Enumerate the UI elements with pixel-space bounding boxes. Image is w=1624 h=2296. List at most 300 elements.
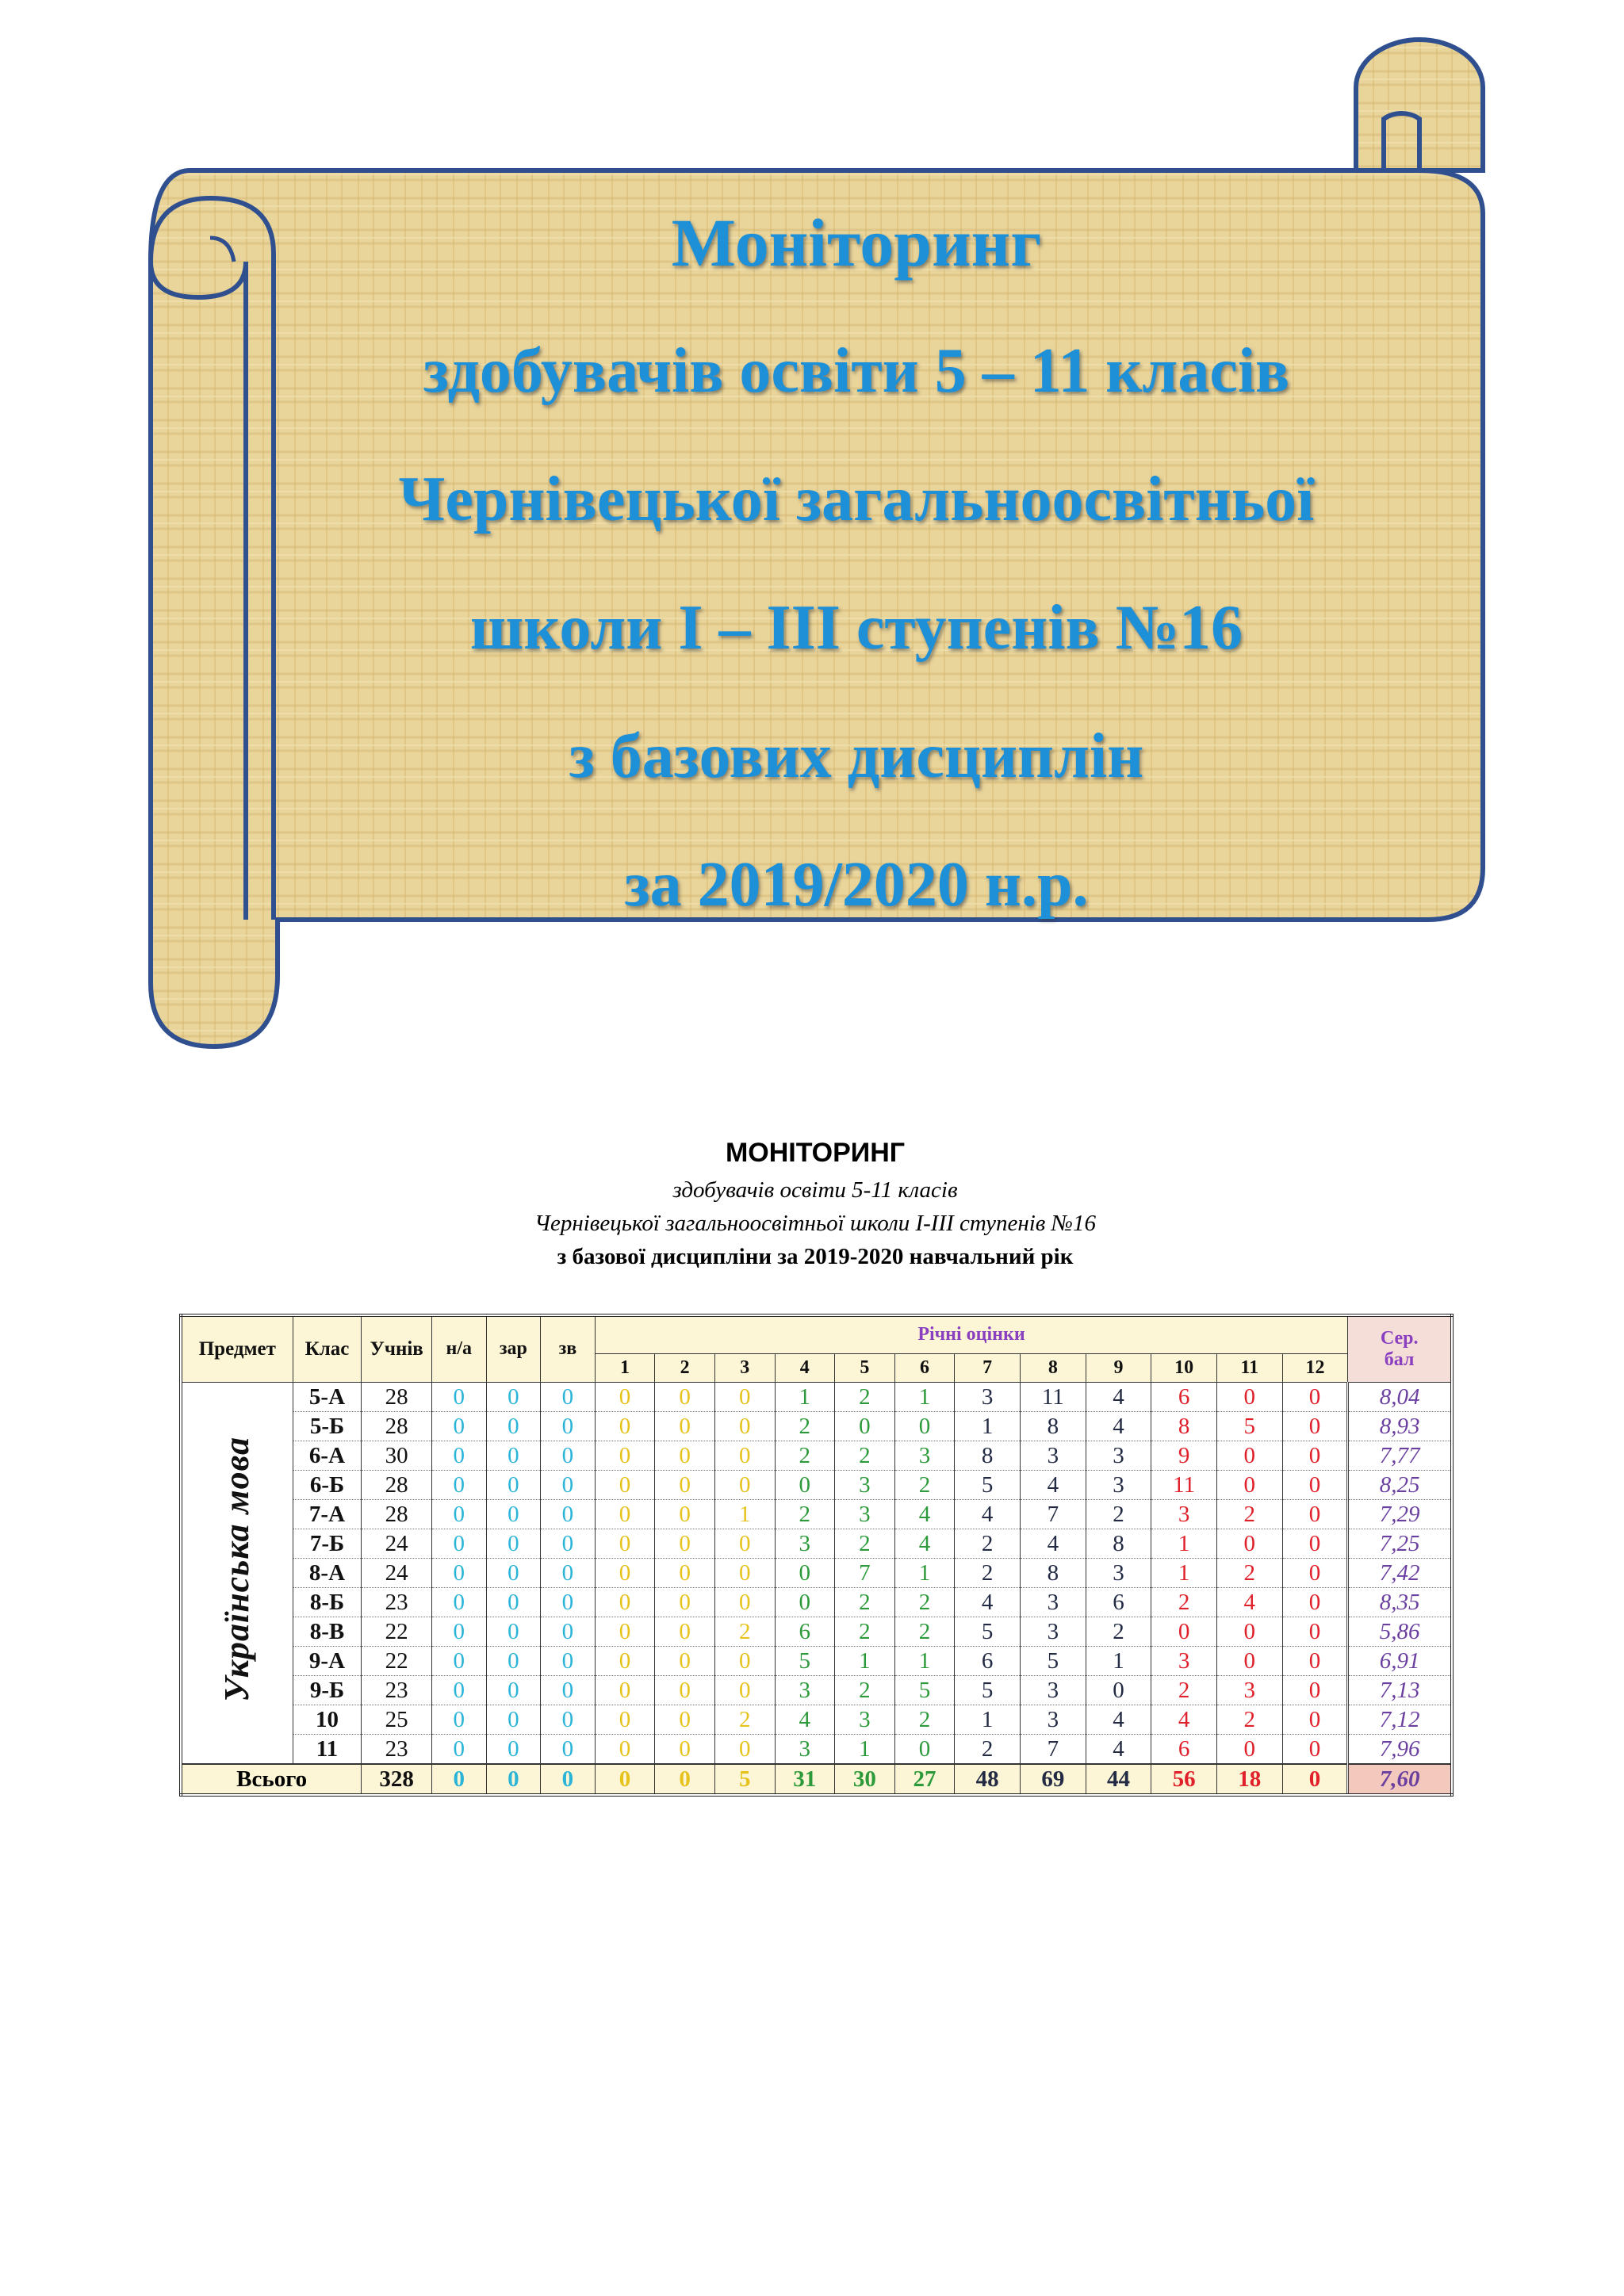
monitoring-title: МОНІТОРИНГ [725,1138,906,1168]
header-grade-9: 9 [1086,1353,1151,1382]
grade-cell: 5 [1020,1646,1086,1675]
total-row [181,1764,1452,1795]
header-grade-12: 12 [1282,1353,1348,1382]
students-cell: 28 [362,1382,432,1411]
class-cell: 8-Б [293,1587,362,1617]
students-cell: 28 [362,1499,432,1529]
banner-line-5: з базових дисциплін [569,721,1144,791]
grade-cell: 1 [1151,1529,1217,1558]
zar-cell: 0 [486,1441,541,1470]
grade-cell: 0 [1282,1617,1348,1646]
total-na: 0 [432,1764,487,1795]
grade-cell: 0 [595,1441,655,1470]
average-cell: 7,13 [1348,1675,1452,1705]
header-grade-6: 6 [894,1353,955,1382]
grade-cell: 0 [1282,1558,1348,1587]
grade-cell: 0 [595,1675,655,1705]
average-cell: 8,04 [1348,1382,1452,1411]
grade-cell: 5 [955,1470,1021,1499]
grade-cell: 0 [595,1617,655,1646]
header-grade-8: 8 [1020,1353,1086,1382]
table-row [181,1558,1452,1587]
grade-cell: 0 [1216,1382,1282,1411]
zv-cell: 0 [541,1382,596,1411]
table-row [181,1529,1452,1558]
grade-cell: 3 [1086,1470,1151,1499]
grade-cell: 0 [1282,1470,1348,1499]
grade-cell: 3 [775,1734,835,1764]
grade-cell: 0 [595,1734,655,1764]
students-cell: 25 [362,1705,432,1734]
header-average-line2: бал [1384,1349,1415,1370]
na-cell: 0 [432,1529,487,1558]
total-grade-cell: 44 [1086,1764,1151,1795]
total-grade-cell: 30 [835,1764,895,1795]
na-cell: 0 [432,1558,487,1587]
zv-cell: 0 [541,1470,596,1499]
grade-cell: 0 [1151,1617,1217,1646]
grade-cell: 8 [955,1441,1021,1470]
zv-cell: 0 [541,1617,596,1646]
total-label: Всього [181,1764,362,1795]
banner-line-3: Чернівецької загальноосвітньої [398,465,1315,534]
table-row [181,1587,1452,1617]
grade-cell: 0 [1282,1411,1348,1441]
grade-cell: 4 [1086,1705,1151,1734]
grade-cell: 0 [714,1558,775,1587]
grade-cell: 2 [775,1411,835,1441]
grade-cell: 2 [1151,1587,1217,1617]
subject-name: Українська мова [217,1437,257,1702]
total-grade-cell: 18 [1216,1764,1282,1795]
grade-cell: 0 [894,1411,955,1441]
header-zar: зар [486,1315,541,1382]
class-cell: 5-А [293,1382,362,1411]
total-grade-cell: 0 [655,1764,715,1795]
grade-cell: 2 [775,1499,835,1529]
grade-cell: 2 [894,1470,955,1499]
zar-cell: 0 [486,1558,541,1587]
grade-cell: 5 [1216,1411,1282,1441]
grade-cell: 3 [775,1529,835,1558]
grade-cell: 3 [1020,1587,1086,1617]
grade-cell: 8 [1020,1558,1086,1587]
class-cell: 11 [293,1734,362,1764]
grade-cell: 2 [835,1382,895,1411]
grade-cell: 0 [835,1411,895,1441]
grade-cell: 0 [1282,1441,1348,1470]
zv-cell: 0 [541,1411,596,1441]
grade-cell: 0 [1282,1705,1348,1734]
grade-cell: 0 [1282,1529,1348,1558]
students-cell: 23 [362,1675,432,1705]
table-row [181,1382,1452,1411]
table-row [181,1617,1452,1646]
grade-cell: 0 [595,1470,655,1499]
na-cell: 0 [432,1675,487,1705]
average-cell: 7,12 [1348,1705,1452,1734]
grade-cell: 4 [894,1499,955,1529]
grade-cell: 0 [655,1470,715,1499]
average-cell: 7,29 [1348,1499,1452,1529]
grade-cell: 2 [955,1558,1021,1587]
grade-cell: 3 [1151,1499,1217,1529]
grade-cell: 0 [655,1587,715,1617]
grade-cell: 0 [894,1734,955,1764]
monitoring-line-3: з базової дисципліни за 2019-2020 навчальний рік [557,1244,1074,1269]
grade-cell: 0 [655,1529,715,1558]
na-cell: 0 [432,1617,487,1646]
total-grade-cell: 56 [1151,1764,1217,1795]
grade-cell: 3 [1020,1705,1086,1734]
monitoring-header [178,1132,1453,1273]
grade-cell: 0 [1086,1675,1151,1705]
grade-cell: 0 [1216,1617,1282,1646]
average-cell: 8,35 [1348,1587,1452,1617]
class-cell: 9-А [293,1646,362,1675]
grade-cell: 2 [835,1529,895,1558]
class-cell: 6-Б [293,1470,362,1499]
grade-cell: 0 [1216,1470,1282,1499]
grade-cell: 0 [655,1646,715,1675]
grade-cell: 3 [835,1470,895,1499]
grade-cell: 5 [775,1646,835,1675]
grade-cell: 1 [894,1382,955,1411]
grade-cell: 2 [1216,1705,1282,1734]
total-zv: 0 [541,1764,596,1795]
grade-cell: 5 [955,1617,1021,1646]
grade-cell: 4 [1086,1411,1151,1441]
grade-cell: 2 [835,1587,895,1617]
grade-cell: 2 [775,1441,835,1470]
banner-text [270,178,1443,949]
grade-cell: 0 [655,1411,715,1441]
zar-cell: 0 [486,1617,541,1646]
grade-cell: 4 [1020,1529,1086,1558]
class-cell: 10 [293,1705,362,1734]
grade-cell: 1 [835,1734,895,1764]
class-cell: 8-В [293,1617,362,1646]
grade-cell: 3 [1020,1441,1086,1470]
class-cell: 8-А [293,1558,362,1587]
class-cell: 7-А [293,1499,362,1529]
grade-cell: 6 [955,1646,1021,1675]
students-cell: 24 [362,1529,432,1558]
zv-cell: 0 [541,1705,596,1734]
grade-cell: 0 [1282,1382,1348,1411]
grade-cell: 0 [775,1470,835,1499]
grade-cell: 0 [1282,1675,1348,1705]
grade-cell: 1 [955,1411,1021,1441]
grade-cell: 0 [655,1499,715,1529]
zv-cell: 0 [541,1529,596,1558]
grade-cell: 4 [1086,1382,1151,1411]
grade-cell: 0 [714,1646,775,1675]
grade-cell: 0 [655,1441,715,1470]
zv-cell: 0 [541,1675,596,1705]
average-cell: 5,86 [1348,1617,1452,1646]
grade-cell: 3 [775,1675,835,1705]
banner-line-2: здобувачів освіти 5 – 11 класів [423,336,1290,406]
grade-cell: 0 [1282,1734,1348,1764]
grade-cell: 2 [835,1441,895,1470]
grade-cell: 0 [1216,1734,1282,1764]
zar-cell: 0 [486,1646,541,1675]
table-row [181,1411,1452,1441]
grade-cell: 0 [595,1558,655,1587]
header-average [1348,1315,1452,1382]
grade-cell: 2 [1086,1499,1151,1529]
grades-table [179,1314,1454,1797]
grade-cell: 1 [955,1705,1021,1734]
grade-cell: 0 [1282,1646,1348,1675]
table-row [181,1441,1452,1470]
grade-cell: 0 [714,1441,775,1470]
grade-cell: 4 [1216,1587,1282,1617]
grade-cell: 2 [1151,1675,1217,1705]
average-cell: 7,77 [1348,1441,1452,1470]
grade-cell: 0 [595,1529,655,1558]
grade-cell: 0 [595,1382,655,1411]
class-cell: 7-Б [293,1529,362,1558]
zar-cell: 0 [486,1499,541,1529]
average-cell: 7,42 [1348,1558,1452,1587]
table-row [181,1470,1452,1499]
grade-cell: 4 [955,1499,1021,1529]
grade-cell: 8 [1151,1411,1217,1441]
zar-cell: 0 [486,1675,541,1705]
zar-cell: 0 [486,1705,541,1734]
na-cell: 0 [432,1587,487,1617]
na-cell: 0 [432,1470,487,1499]
grade-cell: 0 [595,1646,655,1675]
grade-cell: 3 [894,1441,955,1470]
table-row [181,1705,1452,1734]
grade-cell: 6 [1151,1734,1217,1764]
table-row [181,1675,1452,1705]
header-grade-11: 11 [1216,1353,1282,1382]
students-cell: 28 [362,1411,432,1441]
grade-cell: 0 [714,1734,775,1764]
header-zv: зв [541,1315,596,1382]
grade-cell: 0 [595,1587,655,1617]
students-cell: 30 [362,1441,432,1470]
grade-cell: 0 [655,1675,715,1705]
zv-cell: 0 [541,1646,596,1675]
students-cell: 22 [362,1646,432,1675]
grade-cell: 0 [714,1675,775,1705]
banner-line-title: Моніторинг [671,205,1042,281]
grade-cell: 7 [835,1558,895,1587]
monitoring-line-2: Чернівецької загальноосвітньої школи І-ІІІ ступенів №16 [534,1211,1096,1236]
monitoring-line-1: здобувачів освіти 5-11 класів [672,1177,958,1203]
students-cell: 28 [362,1470,432,1499]
grade-cell: 0 [775,1587,835,1617]
grade-cell: 2 [955,1529,1021,1558]
grade-cell: 7 [1020,1734,1086,1764]
grade-cell: 7 [1020,1499,1086,1529]
header-students: Учнів [362,1315,432,1382]
grade-cell: 4 [955,1587,1021,1617]
banner-line-4: школи І – ІІІ ступенів №16 [469,593,1243,663]
grade-cell: 4 [1020,1470,1086,1499]
grade-cell: 0 [655,1558,715,1587]
grade-cell: 0 [655,1617,715,1646]
grade-cell: 1 [714,1499,775,1529]
grade-cell: 2 [955,1734,1021,1764]
grade-cell: 0 [595,1411,655,1441]
zar-cell: 0 [486,1411,541,1441]
grade-cell: 2 [894,1587,955,1617]
grade-cell: 1 [894,1646,955,1675]
header-class: Клас [293,1315,362,1382]
header-average-line1: Сер. [1380,1327,1419,1349]
grade-cell: 2 [1216,1558,1282,1587]
zar-cell: 0 [486,1470,541,1499]
grade-cell: 11 [1151,1470,1217,1499]
header-na: н/а [432,1315,487,1382]
students-cell: 22 [362,1617,432,1646]
grade-cell: 2 [1216,1499,1282,1529]
table-row [181,1734,1452,1764]
students-cell: 23 [362,1587,432,1617]
average-cell: 8,93 [1348,1411,1452,1441]
grade-cell: 9 [1151,1441,1217,1470]
average-cell: 8,25 [1348,1470,1452,1499]
total-grade-cell: 27 [894,1764,955,1795]
grade-cell: 2 [714,1705,775,1734]
grade-cell: 4 [1151,1705,1217,1734]
grade-cell: 3 [1086,1558,1151,1587]
zar-cell: 0 [486,1382,541,1411]
zv-cell: 0 [541,1558,596,1587]
total-zar: 0 [486,1764,541,1795]
grade-cell: 6 [1151,1382,1217,1411]
grade-cell: 0 [595,1499,655,1529]
total-grade-cell: 31 [775,1764,835,1795]
total-grade-cell: 48 [955,1764,1021,1795]
total-grade-cell: 69 [1020,1764,1086,1795]
total-grade-cell: 0 [1282,1764,1348,1795]
grade-cell: 0 [1216,1529,1282,1558]
zv-cell: 0 [541,1587,596,1617]
grade-cell: 0 [595,1705,655,1734]
na-cell: 0 [432,1646,487,1675]
grade-cell: 0 [1282,1587,1348,1617]
na-cell: 0 [432,1441,487,1470]
header-subject: Предмет [181,1315,293,1382]
total-grade-cell: 5 [714,1764,775,1795]
na-cell: 0 [432,1382,487,1411]
average-cell: 6,91 [1348,1646,1452,1675]
grade-cell: 0 [714,1587,775,1617]
grade-cell: 3 [955,1382,1021,1411]
grade-cell: 2 [835,1617,895,1646]
grade-cell: 1 [775,1382,835,1411]
zv-cell: 0 [541,1441,596,1470]
total-students: 328 [362,1764,432,1795]
header-grade-3: 3 [714,1353,775,1382]
na-cell: 0 [432,1499,487,1529]
grade-cell: 0 [655,1734,715,1764]
grade-cell: 0 [714,1470,775,1499]
grade-cell: 2 [1086,1617,1151,1646]
zv-cell: 0 [541,1734,596,1764]
total-average: 7,60 [1348,1764,1452,1795]
header-grade-7: 7 [955,1353,1021,1382]
grade-cell: 0 [714,1529,775,1558]
grade-cell: 2 [835,1675,895,1705]
grade-cell: 3 [1020,1617,1086,1646]
grade-cell: 5 [955,1675,1021,1705]
grade-cell: 3 [1216,1675,1282,1705]
grade-cell: 0 [1282,1499,1348,1529]
grade-cell: 4 [775,1705,835,1734]
students-cell: 24 [362,1558,432,1587]
grade-cell: 6 [1086,1587,1151,1617]
zar-cell: 0 [486,1529,541,1558]
grade-cell: 0 [775,1558,835,1587]
grade-cell: 1 [894,1558,955,1587]
header-annual-grades: Річні оцінки [595,1315,1348,1353]
grade-cell: 1 [835,1646,895,1675]
subject-cell [181,1382,293,1764]
class-cell: 6-А [293,1441,362,1470]
table-row [181,1646,1452,1675]
zar-cell: 0 [486,1734,541,1764]
average-cell: 7,25 [1348,1529,1452,1558]
total-grade-cell: 0 [595,1764,655,1795]
na-cell: 0 [432,1734,487,1764]
grade-cell: 11 [1020,1382,1086,1411]
grade-cell: 0 [714,1382,775,1411]
grade-cell: 8 [1086,1529,1151,1558]
grade-cell: 4 [894,1529,955,1558]
banner-line-6: за 2019/2020 н.р. [624,850,1089,920]
na-cell: 0 [432,1411,487,1441]
students-cell: 23 [362,1734,432,1764]
average-cell: 7,96 [1348,1734,1452,1764]
grade-cell: 0 [1216,1441,1282,1470]
class-cell: 9-Б [293,1675,362,1705]
header-grade-10: 10 [1151,1353,1217,1382]
grade-cell: 0 [1216,1646,1282,1675]
grade-cell: 3 [1020,1675,1086,1705]
grade-cell: 3 [1151,1646,1217,1675]
header-grade-5: 5 [835,1353,895,1382]
grade-cell: 0 [655,1705,715,1734]
grade-cell: 1 [1086,1646,1151,1675]
grade-cell: 1 [1151,1558,1217,1587]
class-cell: 5-Б [293,1411,362,1441]
grade-cell: 2 [714,1617,775,1646]
table-row [181,1499,1452,1529]
zv-cell: 0 [541,1499,596,1529]
zar-cell: 0 [486,1587,541,1617]
grade-cell: 0 [655,1382,715,1411]
grade-cell: 2 [894,1617,955,1646]
na-cell: 0 [432,1705,487,1734]
header-grade-1: 1 [595,1353,655,1382]
grade-cell: 5 [894,1675,955,1705]
grade-cell: 6 [775,1617,835,1646]
grade-cell: 8 [1020,1411,1086,1441]
grade-cell: 3 [1086,1441,1151,1470]
grade-cell: 0 [714,1411,775,1441]
grade-cell: 4 [1086,1734,1151,1764]
header-grade-2: 2 [655,1353,715,1382]
grade-cell: 2 [894,1705,955,1734]
